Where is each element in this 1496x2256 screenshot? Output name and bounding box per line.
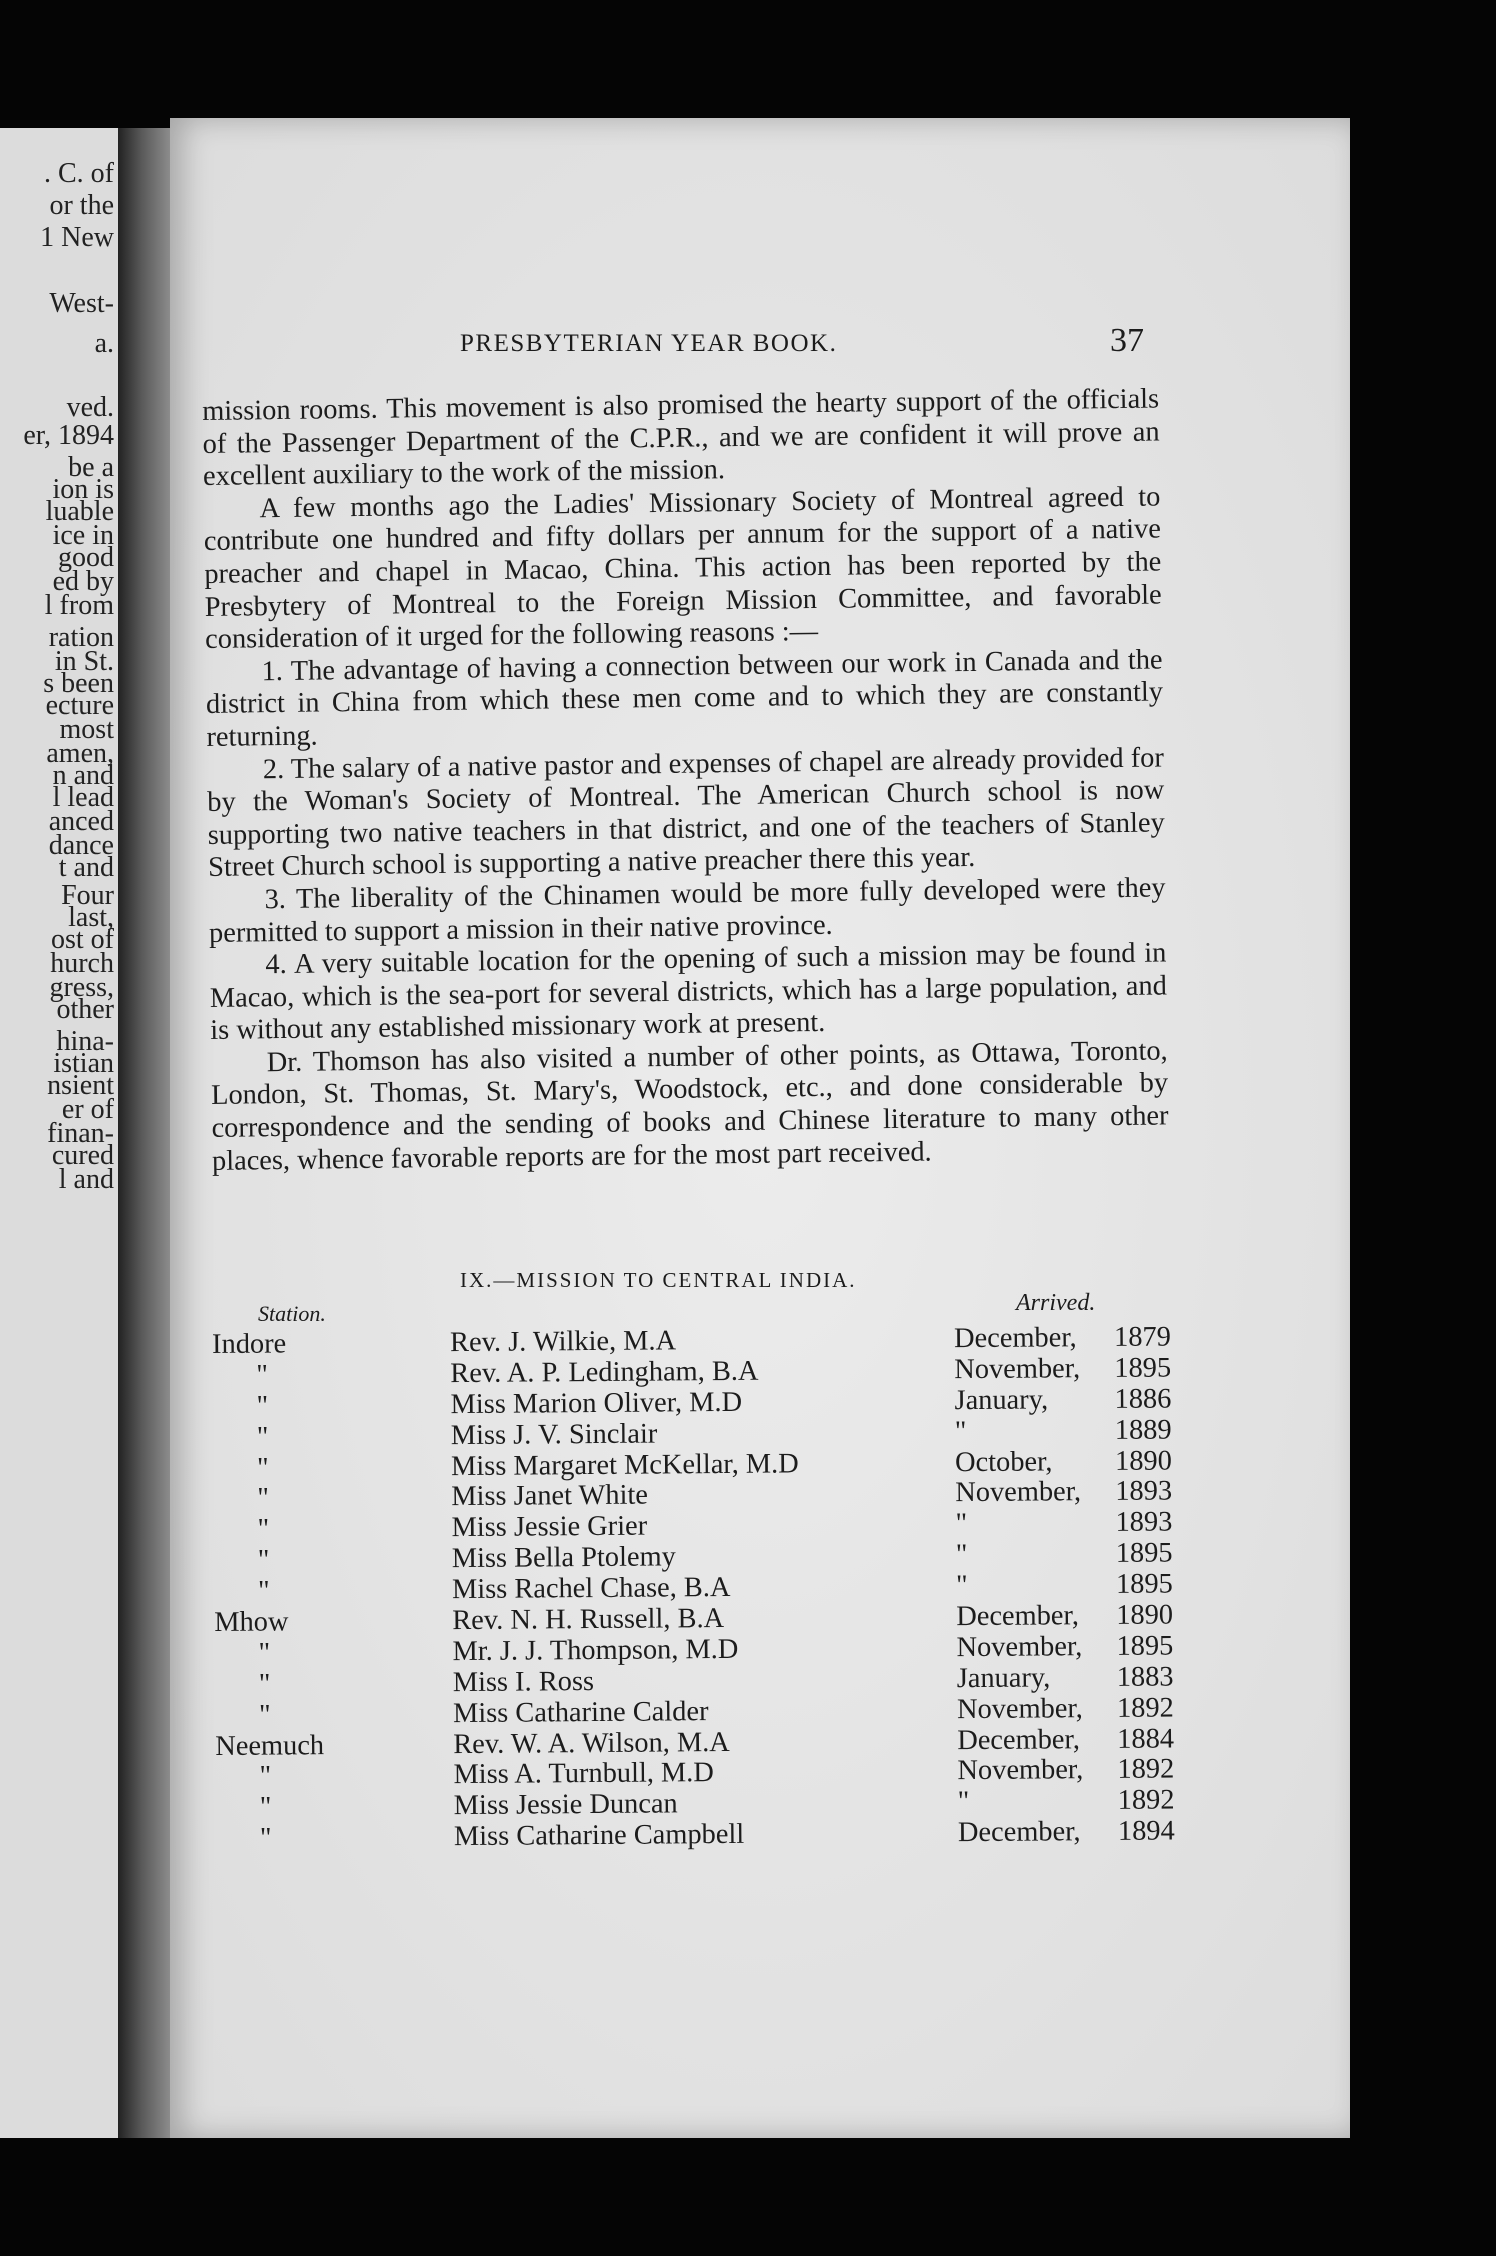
name-cell: Miss Catharine Calder xyxy=(452,1695,709,1729)
arrival-year-cell: 1893 xyxy=(1115,1475,1173,1508)
left-page-fragment: finan- xyxy=(47,1118,114,1149)
name-cell: Miss Bella Ptolemy xyxy=(451,1541,676,1575)
station-cell: " xyxy=(259,1761,272,1793)
left-page-fragment: hina- xyxy=(56,1026,114,1057)
left-page-fragment: West- xyxy=(49,288,114,319)
left-page-fragment: hurch xyxy=(50,948,114,979)
body-text xyxy=(202,383,1169,1178)
arrival-month-cell: " xyxy=(955,1508,968,1540)
left-page-fragment: Four xyxy=(61,880,114,911)
arrival-month-cell: December, xyxy=(956,1600,1080,1633)
left-page-fragment: most xyxy=(59,714,114,745)
left-page-fragment: ved. xyxy=(66,392,114,423)
left-page-fragment: ost of xyxy=(51,924,114,955)
left-page-fragment: in St. xyxy=(54,646,114,677)
arrival-month-cell: November, xyxy=(957,1754,1084,1787)
name-cell: Miss J. V. Sinclair xyxy=(450,1418,658,1451)
arrival-month-cell: " xyxy=(955,1570,968,1602)
left-page-fragment: ecture xyxy=(45,690,114,721)
left-page-fragment: t and xyxy=(58,852,114,883)
left-page-fragment: luable xyxy=(45,496,114,527)
arrival-month-cell: November, xyxy=(956,1631,1083,1664)
arrival-month-cell: " xyxy=(954,1415,967,1447)
left-page-fragment: er of xyxy=(61,1094,114,1125)
left-page-fragment: ed by xyxy=(52,566,114,597)
paragraph: Dr. Thomson has also visited a number of other points, as Ottawa, Toronto, London, St. Thomas, St. Mary's, Woodstock, etc., and done considerable by correspondence and the sending of books and Chinese literature to many other places, whence favorable reports are for the most part received. xyxy=(210,1035,1169,1177)
page-number: 37 xyxy=(1110,322,1144,359)
name-cell: Miss Jessie Duncan xyxy=(453,1788,678,1822)
paragraph: 4. A very suitable location for the opening of such a mission may be found in Macao, which is the sea-port for several districts, which has a large population, and is without any established missionary work at present. xyxy=(209,937,1168,1047)
left-page-fragment: l lead xyxy=(52,782,114,813)
left-page-fragment: or the xyxy=(49,190,114,221)
station-cell: " xyxy=(259,1791,272,1823)
station-cell: " xyxy=(257,1513,270,1545)
left-page-fragment: other xyxy=(56,994,114,1025)
left-page-fragment: gress, xyxy=(49,972,114,1003)
name-cell: Miss Jessie Grier xyxy=(451,1510,648,1544)
arrival-month-cell: December, xyxy=(957,1723,1080,1756)
arrival-month-cell: November, xyxy=(955,1476,1082,1509)
station-cell: " xyxy=(259,1822,272,1854)
arrival-year-cell: 1892 xyxy=(1117,1753,1175,1786)
station-cell: " xyxy=(256,1359,269,1391)
arrival-month-cell: October, xyxy=(954,1445,1053,1478)
left-page-fragment: nsient xyxy=(47,1070,114,1101)
arrival-month-cell: January, xyxy=(956,1662,1051,1694)
name-cell: Miss Catharine Campbell xyxy=(453,1819,745,1853)
station-cell: " xyxy=(257,1483,270,1515)
arrival-year-cell: 1895 xyxy=(1115,1537,1173,1570)
station-cell: Mhow xyxy=(214,1606,289,1639)
station-cell: " xyxy=(256,1452,269,1484)
left-page-fragment: istian xyxy=(53,1048,114,1079)
arrival-year-cell: 1892 xyxy=(1117,1784,1175,1817)
column-header-arrived: Arrived. xyxy=(1016,1290,1096,1316)
left-page-fragment: a. xyxy=(94,328,114,359)
name-cell: Rev. W. A. Wilson, M.A xyxy=(453,1726,730,1760)
name-cell: Miss Marion Oliver, M.D xyxy=(450,1386,743,1420)
left-page-fragment: n and xyxy=(52,760,114,791)
station-cell: " xyxy=(258,1668,271,1700)
station-cell: " xyxy=(257,1575,270,1607)
left-facing-page xyxy=(0,128,118,2138)
section-heading: IX.—MISSION TO CENTRAL INDIA. xyxy=(460,1268,857,1292)
arrival-month-cell: January, xyxy=(954,1384,1049,1416)
arrival-year-cell: 1879 xyxy=(1113,1321,1171,1353)
arrival-year-cell: 1883 xyxy=(1116,1661,1174,1693)
arrival-month-cell: " xyxy=(955,1539,968,1571)
arrival-year-cell: 1890 xyxy=(1114,1445,1172,1477)
name-cell: Miss Janet White xyxy=(451,1480,649,1513)
left-page-fragment: ion is xyxy=(52,474,114,505)
arrival-year-cell: 1890 xyxy=(1116,1599,1174,1631)
arrival-year-cell: 1894 xyxy=(1117,1815,1175,1848)
left-page-fragment: 1 New xyxy=(40,222,114,253)
arrival-year-cell: 1892 xyxy=(1116,1692,1174,1724)
name-cell: Rev. J. Wilkie, M.A xyxy=(449,1325,677,1359)
arrival-year-cell: 1895 xyxy=(1114,1352,1172,1384)
arrival-year-cell: 1895 xyxy=(1115,1568,1173,1601)
arrival-year-cell: 1893 xyxy=(1115,1506,1173,1539)
paragraph: 1. The advantage of having a connection between our work in Canada and the district in China from which these men come and to which they are constantly returning. xyxy=(205,644,1164,753)
station-cell: " xyxy=(256,1421,269,1453)
name-cell: Mr. J. J. Thompson, M.D xyxy=(452,1633,739,1668)
name-cell: Rev. A. P. Ledingham, B.A xyxy=(450,1355,759,1390)
left-page-fragment: good xyxy=(58,542,114,573)
arrival-year-cell: 1889 xyxy=(1114,1414,1172,1446)
left-page-fragment: er, 1894 xyxy=(23,420,114,451)
running-head-title: PRESBYTERIAN YEAR BOOK. xyxy=(460,330,838,357)
left-page-fragment: l and xyxy=(58,1164,114,1195)
left-page-fragment: ration xyxy=(48,622,114,653)
left-page-fragment: l from xyxy=(44,590,114,621)
name-cell: Miss I. Ross xyxy=(452,1665,595,1698)
left-page-fragment: . C. of xyxy=(44,158,114,189)
arrival-year-cell: 1886 xyxy=(1114,1383,1172,1415)
paragraph: 2. The salary of a native pastor and expenses of chapel are already provided for by the Woman's Society of Montreal. The American Church school is now supporting two native teachers in that district, and one of the teachers of Stanley Street Church school is supporting a native preacher there this year. xyxy=(207,741,1165,884)
name-cell: Rev. N. H. Russell, B.A xyxy=(452,1603,725,1637)
arrival-month-cell: November, xyxy=(954,1353,1081,1386)
paragraph: 3. The liberality of the Chinamen would be more fully developed were they permitted to support a mission in their native province. xyxy=(208,872,1166,949)
paragraph: mission rooms. This movement is also promised the hearty support of the officials of the Passenger Department of the C.P.R., and we are confident it will prove an excellent auxiliary to the work of the mission. xyxy=(202,383,1160,493)
paragraph: A few months ago the Ladies' Missionary Society of Montreal agreed to contribute one hundred and fifty dollars per annum for the support of a native preacher and chapel in Macao, China. This action has been reported by the Presbytery of Montreal to the Foreign Mission Committee, and favorable consideration of it urged for the following reasons :— xyxy=(203,481,1162,656)
left-page-fragment: ice in xyxy=(52,520,114,551)
left-page-fragment: s been xyxy=(43,668,114,699)
name-cell: Miss A. Turnbull, M.D xyxy=(453,1757,714,1791)
station-cell: " xyxy=(258,1637,271,1669)
station-cell: " xyxy=(258,1699,271,1731)
station-cell: Neemuch xyxy=(215,1729,325,1762)
name-cell: Miss Rachel Chase, B.A xyxy=(451,1572,731,1606)
missionary-table xyxy=(212,1322,1176,1855)
arrival-month-cell: December, xyxy=(953,1322,1077,1355)
arrival-year-cell: 1884 xyxy=(1117,1723,1175,1755)
arrival-year-cell: 1895 xyxy=(1116,1630,1174,1662)
left-page-fragment: amen, xyxy=(46,738,114,769)
left-page-fragment: be a xyxy=(68,452,114,483)
left-page-fragment: dance xyxy=(48,830,114,861)
left-page-fragment: anced xyxy=(48,806,114,837)
arrival-month-cell: " xyxy=(957,1786,970,1818)
book-spine-shadow xyxy=(118,128,178,2138)
station-cell: " xyxy=(257,1544,270,1576)
station-cell: Indore xyxy=(211,1328,287,1360)
column-header-station: Station. xyxy=(258,1301,326,1326)
name-cell: Miss Margaret McKellar, M.D xyxy=(450,1447,799,1482)
arrival-month-cell: November, xyxy=(956,1692,1083,1725)
left-page-fragment: cured xyxy=(51,1140,114,1171)
arrival-month-cell: December, xyxy=(957,1816,1081,1849)
left-page-fragment: last, xyxy=(68,902,114,933)
station-cell: " xyxy=(256,1390,269,1422)
